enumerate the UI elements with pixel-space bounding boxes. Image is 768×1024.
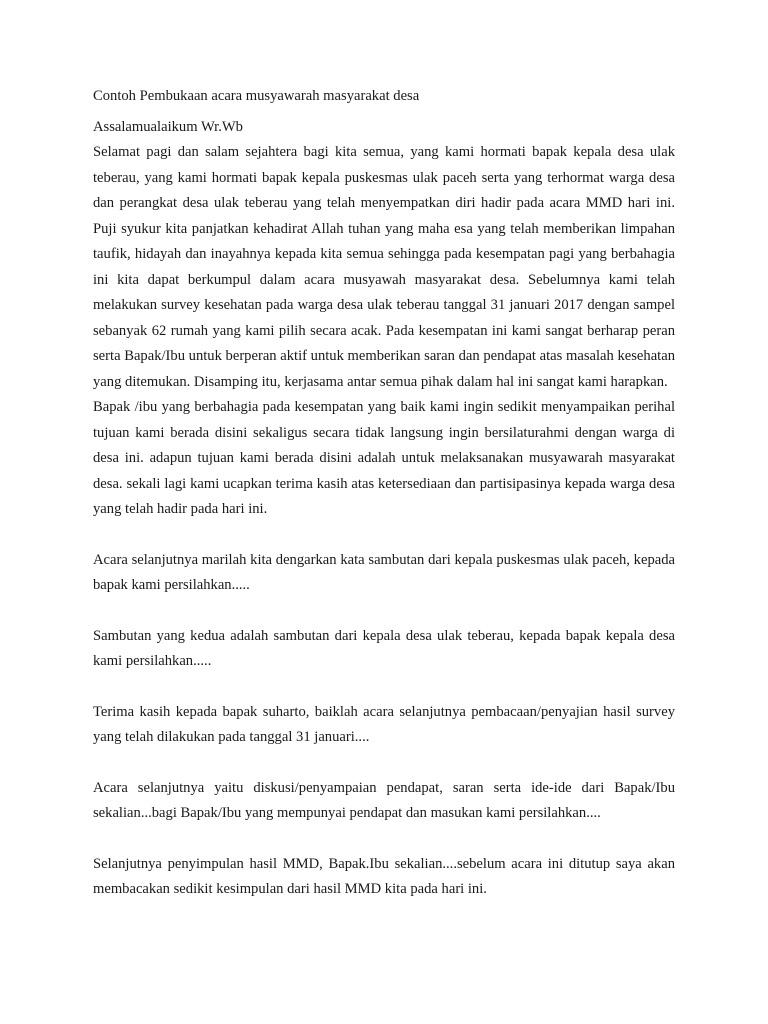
paragraph-discussion: Acara selanjutnya yaitu diskusi/penyampaian pendapat, saran serta ide-ide dari Bapak/Ibu sekalian...bagi Bapak/Ibu yang mempunyai pendapat dan masukan kami persilahkan.... (93, 779, 675, 821)
paragraph-purpose: Bapak /ibu yang berbahagia pada kesempatan yang baik kami ingin sedikit menyampaikan perihal tujuan kami berada disini sekaligus secara tidak langsung ingin bersilaturahmi dengan warga di desa ini. adapun tujuan kami berada disini adalah untuk melaksanakan musyawarah masyarakat desa. sekali lagi kami ucapkan terima kasih atas ketersediaan dan partisipasinya kepada warga desa yang telah hadir pada hari ini. (93, 399, 675, 517)
paragraph-opening: Selamat pagi dan salam sejahtera bagi kita semua, yang kami hormati bapak kepala desa ulak teberau, yang kami hormati bapak kepala puskesmas ulak paceh serta yang terhormat warga desa dan perangkat desa ulak teberau yang telah menyempatkan diri hadir pada acara MMD hari ini. Puji syukur kita panjatkan kehadirat Allah tuhan yang maha esa yang telah memberikan limpahan taufik, hidayah dan inayahnya kepada kita semua sehingga pada kesempatan pagi yang berbahagia ini kita dapat berkumpul dalam acara musyawah masyarakat desa. Sebelumnya kami telah melakukan survey kesehatan pada warga desa ulak teberau tanggal 31 januari 2017 dengan sampel sebanyak 62 rumah yang kami pilih secara acak. Pada kesempatan ini kami sangat berharap peran serta Bapak/Ibu untuk berperan aktif untuk memberikan saran dan pendapat atas masalah kesehatan yang ditemukan. Disamping itu, kerjasama antar semua pihak dalam hal ini sangat kami harapkan. (93, 144, 675, 390)
document-body (93, 84, 675, 903)
document-title: Contoh Pembukaan acara musyawarah masyarakat desa (93, 88, 420, 104)
greeting-line: Assalamualaikum Wr.Wb (93, 118, 243, 135)
paragraph-puskesmas-speech: Acara selanjutnya marilah kita dengarkan kata sambutan dari kepala puskesmas ulak paceh, kepada bapak kami persilahkan..... (93, 551, 675, 593)
paragraph-survey-presentation: Terima kasih kepada bapak suharto, baiklah acara selanjutnya pembacaan/penyajian hasil survey yang telah dilakukan pada tanggal 31 januari.... (93, 703, 675, 745)
paragraph-village-head-speech: Sambutan yang kedua adalah sambutan dari kepala desa ulak teberau, kepada bapak kepala desa kami persilahkan..... (93, 627, 675, 669)
paragraph-conclusion: Selanjutnya penyimpulan hasil MMD, Bapak.Ibu sekalian....sebelum acara ini ditutup saya akan membacakan sedikit kesimpulan dari hasil MMD kita pada hari ini. (93, 855, 675, 897)
